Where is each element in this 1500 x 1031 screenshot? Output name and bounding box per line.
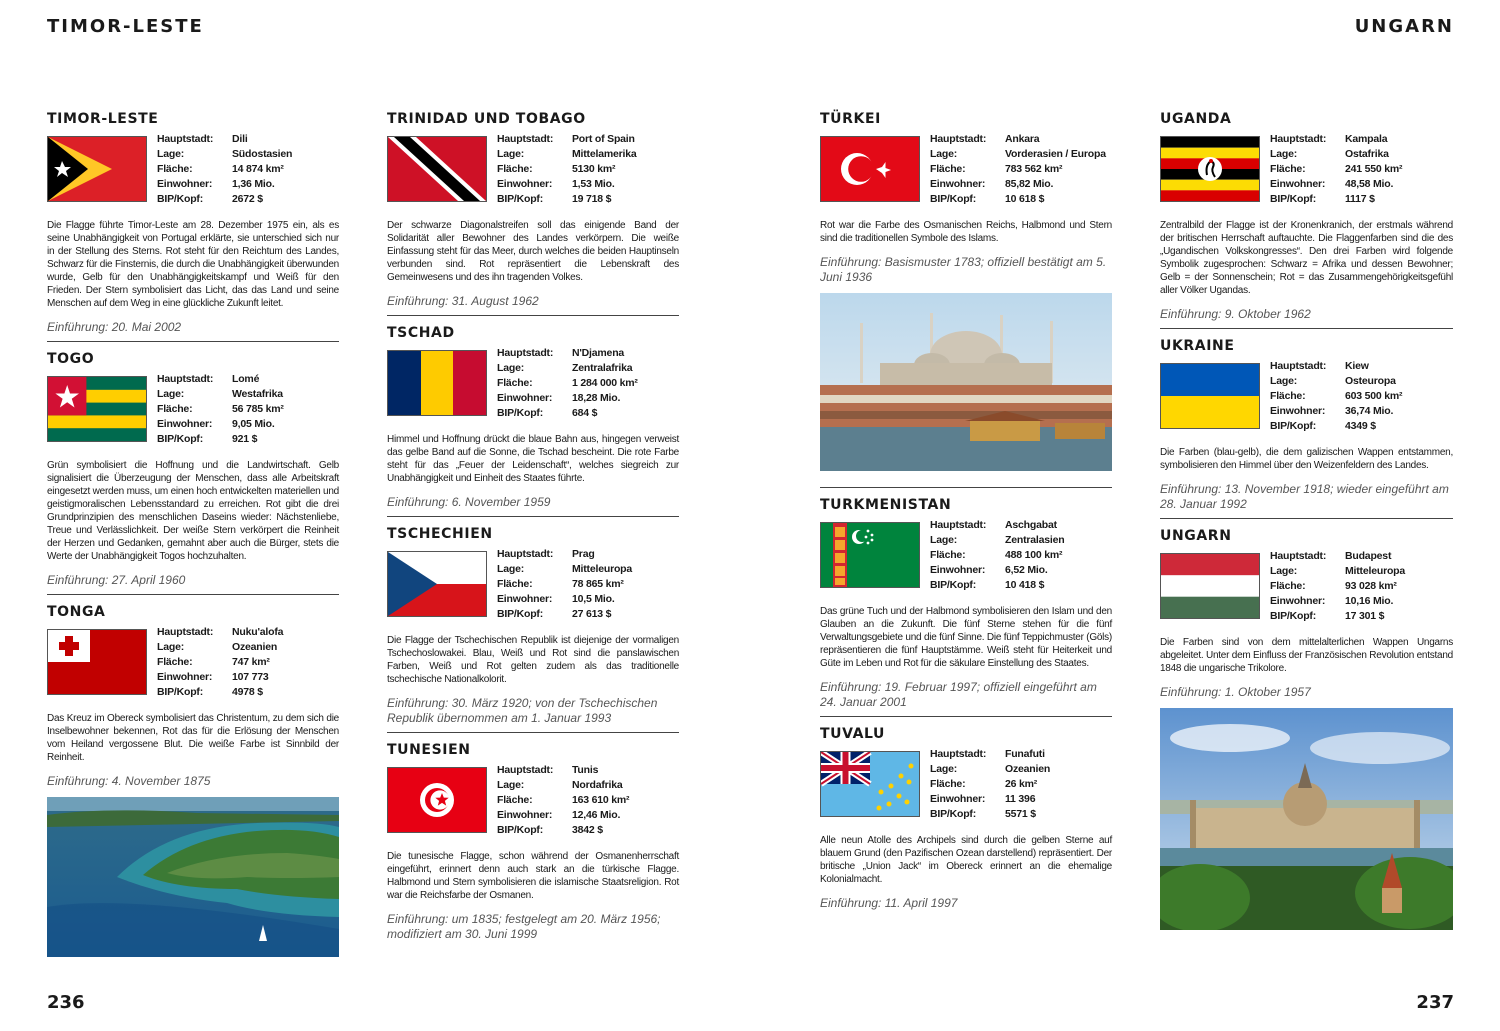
flag-ukraine	[1160, 363, 1260, 429]
value-area: 747 km²	[232, 656, 270, 668]
country-name: TRINIDAD UND TOBAGO	[387, 111, 586, 127]
value-population: 6,52 Mio.	[1005, 564, 1048, 576]
label-location: Lage:	[930, 534, 958, 546]
label-capital: Hauptstadt:	[497, 133, 554, 145]
introduction-date: Einführung: 20. Mai 2002	[47, 320, 182, 334]
flag-tschad	[387, 350, 487, 416]
value-gdp: 17 301 $	[1345, 610, 1385, 622]
introduction-date: Einführung: 27. April 1960	[47, 573, 186, 587]
label-area: Fläche:	[930, 163, 966, 175]
value-population: 11 396	[1005, 793, 1036, 805]
value-capital: N'Djamena	[572, 347, 625, 359]
value-location: Nordafrika	[572, 779, 623, 791]
value-area: 603 500 km²	[1345, 390, 1403, 402]
value-gdp: 2672 $	[232, 193, 263, 205]
value-gdp: 921 $	[232, 433, 258, 445]
label-area: Fläche:	[157, 403, 193, 415]
value-capital: Dili	[232, 133, 248, 145]
label-population: Einwohner:	[930, 178, 986, 190]
label-population: Einwohner:	[497, 809, 553, 821]
label-location: Lage:	[157, 641, 185, 653]
value-capital: Aschgabat	[1005, 519, 1057, 531]
label-area: Fläche:	[930, 778, 966, 790]
value-capital: Lomé	[232, 373, 260, 385]
label-population: Einwohner:	[1270, 178, 1326, 190]
label-gdp: BIP/Kopf:	[497, 193, 544, 205]
column-1	[47, 111, 339, 972]
fact-list	[157, 372, 284, 447]
label-gdp: BIP/Kopf:	[930, 808, 977, 820]
flag-turkmenistan	[820, 522, 920, 588]
label-location: Lage:	[497, 148, 525, 160]
value-location: Mitteleuropa	[1345, 565, 1406, 577]
label-gdp: BIP/Kopf:	[1270, 420, 1317, 432]
country-entry-togo	[47, 351, 339, 595]
country-description: Die Flagge der Tschechischen Republik ist diejenige der vormaligen Tschechoslowakei. Blau, Weiß und Rot sind die panslawischen Farben, Weiß und Rot gelten zudem als das traditionelle tschechische Nationalkolorit.	[387, 635, 679, 685]
value-location: Westafrika	[232, 388, 283, 400]
label-capital: Hauptstadt:	[157, 373, 214, 385]
introduction-date: Einführung: 1. Oktober 1957	[1160, 685, 1311, 699]
page-number-left: 236	[47, 992, 85, 1013]
country-description: Die Farben (blau-gelb), die dem galizischen Wappen entstammen, symbolisieren den Himmel über den Weizenfeldern des Landes.	[1160, 447, 1453, 471]
value-capital: Kampala	[1345, 133, 1388, 145]
fact-list	[930, 518, 1064, 593]
label-area: Fläche:	[497, 578, 533, 590]
label-population: Einwohner:	[1270, 405, 1326, 417]
introduction-date: Einführung: 19. Februar 1997; offiziell eingeführt am 24. Januar 2001	[820, 680, 1097, 709]
label-population: Einwohner:	[157, 671, 213, 683]
label-area: Fläche:	[1270, 580, 1306, 592]
label-population: Einwohner:	[1270, 595, 1326, 607]
introduction-date: Einführung: 13. November 1918; wieder eingeführt am 28. Januar 1992	[1160, 482, 1449, 511]
flag-tuvalu	[820, 751, 920, 817]
country-entry-tonga	[47, 604, 339, 963]
value-capital: Prag	[572, 548, 595, 560]
value-location: Vorderasien / Europa	[1005, 148, 1106, 160]
value-capital: Port of Spain	[572, 133, 635, 145]
value-gdp: 1117 $	[1345, 193, 1375, 205]
fact-list	[930, 747, 1050, 822]
value-location: Südostasien	[232, 148, 293, 160]
flag-tuerkei	[820, 136, 920, 202]
value-gdp: 19 718 $	[572, 193, 612, 205]
label-location: Lage:	[930, 148, 958, 160]
country-entry-tuerkei	[820, 111, 1112, 488]
fact-list	[930, 132, 1106, 207]
value-area: 488 100 km²	[1005, 549, 1063, 561]
country-description: Alle neun Atolle des Archipels sind durch die gelben Sterne auf blauem Grund (den Pazifischen Ozean darstellend) repräsentiert. Der britische „Union Jack“ im Obereck erinnert an die ehemalige Kolonialmacht.	[820, 835, 1112, 885]
value-gdp: 684 $	[572, 407, 598, 419]
label-gdp: BIP/Kopf:	[1270, 193, 1317, 205]
country-entry-trinidad-und-tobago	[387, 111, 679, 316]
tonga-island-photo	[47, 797, 339, 957]
country-entry-tuvalu	[820, 726, 1112, 917]
istanbul-mosque-photo	[820, 293, 1112, 471]
introduction-date: Einführung: um 1835; festgelegt am 20. März 1956; modifiziert am 30. Juni 1999	[387, 912, 661, 941]
value-location: Zentralafrika	[572, 362, 633, 374]
country-name: TUVALU	[820, 726, 886, 742]
label-gdp: BIP/Kopf:	[930, 193, 977, 205]
label-capital: Hauptstadt:	[157, 626, 214, 638]
fact-list	[157, 132, 292, 207]
value-capital: Nuku'alofa	[232, 626, 284, 638]
country-entry-tschad	[387, 325, 679, 517]
country-name: TOGO	[47, 351, 95, 367]
value-location: Mittelamerika	[572, 148, 637, 160]
introduction-date: Einführung: Basismuster 1783; offiziell bestätigt am 5. Juni 1936	[820, 255, 1107, 284]
country-name: TSCHAD	[387, 325, 455, 341]
value-area: 5130 km²	[572, 163, 616, 175]
flag-tunesien	[387, 767, 487, 833]
value-capital: Funafuti	[1005, 748, 1045, 760]
value-area: 26 km²	[1005, 778, 1038, 790]
flag-ungarn	[1160, 553, 1260, 619]
value-area: 163 610 km²	[572, 794, 630, 806]
country-description: Rot war die Farbe des Osmanischen Reichs, Halbmond und Stern sind die traditionellen Symbole des Islams.	[820, 220, 1112, 244]
introduction-date: Einführung: 31. August 1962	[387, 294, 539, 308]
introduction-date: Einführung: 9. Oktober 1962	[1160, 307, 1311, 321]
introduction-date: Einführung: 30. März 1920; von der Tschechischen Republik übernommen am 1. Januar 1993	[387, 696, 658, 725]
value-area: 93 028 km²	[1345, 580, 1397, 592]
label-location: Lage:	[930, 763, 958, 775]
label-location: Lage:	[1270, 565, 1298, 577]
value-capital: Budapest	[1345, 550, 1392, 562]
label-capital: Hauptstadt:	[497, 347, 554, 359]
label-population: Einwohner:	[497, 593, 553, 605]
value-area: 783 562 km²	[1005, 163, 1063, 175]
label-capital: Hauptstadt:	[930, 748, 987, 760]
value-population: 12,46 Mio.	[572, 809, 621, 821]
country-description: Die Farben sind von dem mittelalterlichen Wappen Ungarns abgeleitet. Unter dem Einfluss der Französischen Revolution entstand 1848 die ungarische Trikolore.	[1160, 637, 1453, 674]
country-description: Grün symbolisiert die Hoffnung und die Landwirtschaft. Gelb signalisiert die Überzeugung der Menschen, dass alle Arbeitskraft eingesetzt werden muss, um einen hoch entwickelten materiellen und geistigmoralischen Lebensstandard zu erreichen. Rot gibt die drei Grundprinzipien des menschlichen Daseins wieder: Nächstenliebe, Treue und Verlässlichkeit. Der weiße Stern verkörpert die Reinheit der Herzen und Gedanken, gemahnt aber auch die Bürger, stets die Werte der Unabhängigkeit Togos hochzuhalten.	[47, 460, 339, 562]
flag-tschechien	[387, 551, 487, 617]
value-gdp: 3842 $	[572, 824, 603, 836]
country-name: TSCHECHIEN	[387, 526, 493, 542]
label-gdp: BIP/Kopf:	[497, 608, 544, 620]
label-location: Lage:	[497, 563, 525, 575]
label-area: Fläche:	[157, 656, 193, 668]
flag-uganda	[1160, 136, 1260, 202]
introduction-date: Einführung: 4. November 1875	[47, 774, 211, 788]
country-name: TÜRKEI	[820, 111, 881, 127]
value-location: Ozeanien	[1005, 763, 1051, 775]
label-area: Fläche:	[1270, 163, 1306, 175]
value-gdp: 10 618 $	[1005, 193, 1045, 205]
fact-list	[1270, 359, 1402, 434]
value-location: Mitteleuropa	[572, 563, 633, 575]
page-number-right: 237	[1416, 992, 1454, 1013]
country-description: Zentralbild der Flagge ist der Kronenkranich, der erstmals während der britischen Herrschaft auftauchte. Die Flaggenfarben sind die des „Ugandischen Volkskongresses“. Den drei Farben wird folgende Symbolik zugesprochen: Schwarz = Afrika und dessen Bewohner; Gelb = der Sonnenschein; Rot = das Zusammengehörigkeitsgefühl aller Völker Ugandas.	[1160, 220, 1453, 296]
label-area: Fläche:	[497, 794, 533, 806]
label-area: Fläche:	[497, 163, 533, 175]
value-population: 10,16 Mio.	[1345, 595, 1394, 607]
label-capital: Hauptstadt:	[497, 764, 554, 776]
label-population: Einwohner:	[930, 564, 986, 576]
value-gdp: 5571 $	[1005, 808, 1036, 820]
value-capital: Kiew	[1345, 360, 1369, 372]
label-gdp: BIP/Kopf:	[497, 824, 544, 836]
value-capital: Ankara	[1005, 133, 1040, 145]
country-entry-ukraine	[1160, 338, 1453, 519]
fact-list	[497, 763, 629, 838]
running-header-left: TIMOR-LESTE	[47, 16, 204, 37]
value-population: 1,53 Mio.	[572, 178, 615, 190]
flag-tonga	[47, 629, 147, 695]
label-location: Lage:	[497, 779, 525, 791]
value-area: 241 550 km²	[1345, 163, 1403, 175]
label-population: Einwohner:	[157, 178, 213, 190]
label-capital: Hauptstadt:	[497, 548, 554, 560]
label-gdp: BIP/Kopf:	[930, 579, 977, 591]
label-area: Fläche:	[1270, 390, 1306, 402]
value-gdp: 4349 $	[1345, 420, 1376, 432]
label-area: Fläche:	[497, 377, 533, 389]
budapest-parliament-photo	[1160, 708, 1453, 930]
country-name: UGANDA	[1160, 111, 1232, 127]
value-gdp: 4978 $	[232, 686, 263, 698]
fact-list	[157, 625, 283, 700]
flag-timor-leste	[47, 136, 147, 202]
country-description: Das grüne Tuch und der Halbmond symbolisieren den Islam und den Glauben an die Zukunft. Die fünf Sterne stehen für die fünf Verwaltungsgebiete und die fünf Sinne. Die fünf Teppichmuster (Göls) repräsentieren die fünf Hauptstämme. Weiß steht für Heiterkeit und Güte im Leben und Rot für die säkulare Einstellung des Staates.	[820, 606, 1112, 669]
value-gdp: 10 418 $	[1005, 579, 1045, 591]
flag-togo	[47, 376, 147, 442]
label-capital: Hauptstadt:	[157, 133, 214, 145]
country-entry-ungarn	[1160, 528, 1453, 936]
introduction-date: Einführung: 6. November 1959	[387, 495, 551, 509]
value-area: 1 284 000 km²	[572, 377, 638, 389]
label-population: Einwohner:	[497, 178, 553, 190]
label-population: Einwohner:	[497, 392, 553, 404]
country-name: TONGA	[47, 604, 106, 620]
label-area: Fläche:	[157, 163, 193, 175]
value-population: 9,05 Mio.	[232, 418, 275, 430]
country-description: Himmel und Hoffnung drückt die blaue Bahn aus, hingegen verweist das gelbe Band auf die Sonne, die Tschad bescheint. Die rote Farbe steht für das „Feuer der Leidenschaft“, welches siegreich zur Unabhängigkeit und Einheit des Staates führte.	[387, 434, 679, 484]
country-description: Die tunesische Flagge, schon während der Osmanenherrschaft eingeführt, erinnert denn auch stark an die türkische Flagge. Halbmond und Stern symbolisieren die islamische Staatsreligion. Rot war die Reichsfarbe der Osmanen.	[387, 851, 679, 901]
introduction-date: Einführung: 11. April 1997	[820, 896, 958, 910]
label-gdp: BIP/Kopf:	[1270, 610, 1317, 622]
value-population: 10,5 Mio.	[572, 593, 615, 605]
running-header-right: UNGARN	[1354, 16, 1454, 37]
label-gdp: BIP/Kopf:	[157, 433, 204, 445]
label-location: Lage:	[157, 148, 185, 160]
fact-list	[1270, 549, 1405, 624]
value-area: 56 785 km²	[232, 403, 284, 415]
value-area: 14 874 km²	[232, 163, 284, 175]
country-entry-turkmenistan	[820, 497, 1112, 717]
value-population: 85,82 Mio.	[1005, 178, 1054, 190]
value-capital: Tunis	[572, 764, 599, 776]
value-gdp: 27 613 $	[572, 608, 612, 620]
fact-list	[497, 132, 637, 207]
value-location: Osteuropa	[1345, 375, 1396, 387]
label-location: Lage:	[1270, 148, 1298, 160]
value-population: 48,58 Mio.	[1345, 178, 1394, 190]
country-description: Die Flagge führte Timor-Leste am 28. Dezember 1975 ein, als es seine Unabhängigkeit von Portugal erklärte, sie unterschied sich nur in der Stellung des Sterns. Rot steht für den Reichtum des Landes, Schwarz für die Finsternis, die durch die Unabhängigkeit überwunden wurde, Gelb für den Unabhängigkeitskampf und Weiß für den Frieden. Der Stern symbolisiert das Licht, das das Land und seine Menschen auf dem Weg in eine glückliche Zukunft leitet.	[47, 220, 339, 309]
column-4	[1160, 111, 1453, 945]
value-area: 78 865 km²	[572, 578, 624, 590]
label-area: Fläche:	[930, 549, 966, 561]
column-3	[820, 111, 1112, 926]
fact-list	[1270, 132, 1402, 207]
value-location: Ostafrika	[1345, 148, 1389, 160]
country-entry-tunesien	[387, 742, 679, 948]
value-population: 18,28 Mio.	[572, 392, 621, 404]
fact-list	[497, 346, 638, 421]
label-gdp: BIP/Kopf:	[157, 686, 204, 698]
country-name: UNGARN	[1160, 528, 1232, 544]
label-population: Einwohner:	[930, 793, 986, 805]
label-capital: Hauptstadt:	[1270, 360, 1327, 372]
label-location: Lage:	[157, 388, 185, 400]
label-location: Lage:	[497, 362, 525, 374]
value-population: 36,74 Mio.	[1345, 405, 1394, 417]
country-entry-timor-leste	[47, 111, 339, 342]
country-entry-uganda	[1160, 111, 1453, 329]
column-2	[387, 111, 679, 957]
country-name: UKRAINE	[1160, 338, 1235, 354]
value-population: 107 773	[232, 671, 269, 683]
flag-trinidad-und-tobago	[387, 136, 487, 202]
country-name: TUNESIEN	[387, 742, 471, 758]
label-capital: Hauptstadt:	[1270, 133, 1327, 145]
value-location: Zentralasien	[1005, 534, 1065, 546]
fact-list	[497, 547, 632, 622]
label-capital: Hauptstadt:	[1270, 550, 1327, 562]
label-capital: Hauptstadt:	[930, 519, 987, 531]
country-description: Der schwarze Diagonalstreifen soll das einigende Band der Solidarität aller Bewohner des Landes verkörpern. Die weiße Einfassung steht für das Meer, durch welches die beiden Hauptinseln verbunden sind. Rot repräsentiert die Lebenskraft des Gemeinwesens und des ihn tragenden Volkes.	[387, 220, 679, 283]
country-description: Das Kreuz im Obereck symbolisiert das Christentum, zu dem sich die Inselbewohner bekennen, Rot das für die Erlösung der Menschen vom Heiland vergossene Blut. Die weiße Farbe ist Sinnbild der Reinheit.	[47, 713, 339, 763]
value-location: Ozeanien	[232, 641, 278, 653]
label-population: Einwohner:	[157, 418, 213, 430]
label-location: Lage:	[1270, 375, 1298, 387]
label-gdp: BIP/Kopf:	[497, 407, 544, 419]
country-entry-tschechien	[387, 526, 679, 733]
country-name: TURKMENISTAN	[820, 497, 952, 513]
label-gdp: BIP/Kopf:	[157, 193, 204, 205]
value-population: 1,36 Mio.	[232, 178, 275, 190]
country-name: TIMOR-LESTE	[47, 111, 159, 127]
label-capital: Hauptstadt:	[930, 133, 987, 145]
